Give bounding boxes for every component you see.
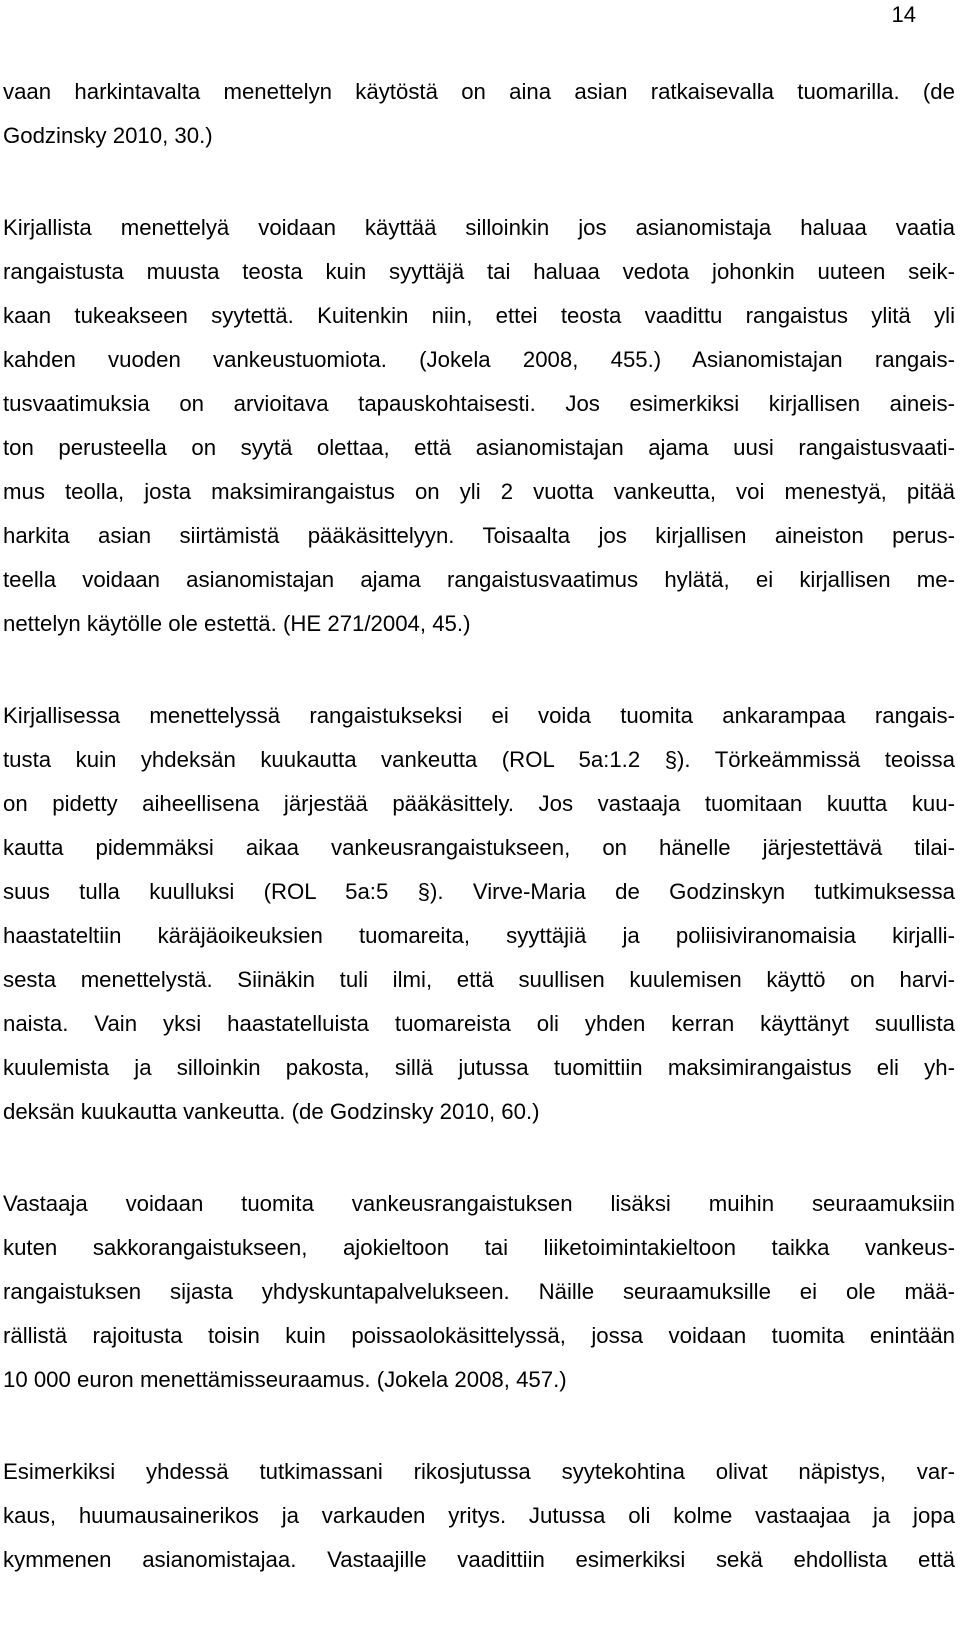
text-line: Kirjallista menettelyä voidaan käyttää silloinkin jos asianomistaja haluaa vaatia bbox=[3, 215, 955, 240]
text-line: rällistä rajoitusta toisin kuin poissaolokäsittelyssä, jossa voidaan tuomita enintään bbox=[3, 1323, 955, 1348]
text-line: teella voidaan asianomistajan ajama rangaistusvaatimus hylätä, ei kirjallisen me- bbox=[3, 567, 955, 592]
text-line: kaus, huumausainerikos ja varkauden yritys. Jutussa oli kolme vastaajaa ja jopa bbox=[3, 1503, 955, 1528]
text-line: Godzinsky 2010, 30.) bbox=[3, 123, 213, 148]
text-line: Kirjallisessa menettelyssä rangaistukseksi ei voida tuomita ankarampaa rangais- bbox=[3, 703, 955, 728]
paragraph-1 bbox=[3, 70, 955, 158]
paragraph-4 bbox=[3, 1182, 955, 1402]
page-number: 14 bbox=[891, 2, 916, 27]
paragraph-gap bbox=[3, 1402, 955, 1450]
text-line: vaan harkintavalta menettelyn käytöstä on aina asian ratkaisevalla tuomarilla. (de bbox=[3, 79, 955, 104]
text-line: Esimerkiksi yhdessä tutkimassani rikosjutussa syytekohtina olivat näpistys, var- bbox=[3, 1459, 955, 1484]
text-line: ton perusteella on syytä olettaa, että asianomistajan ajama uusi rangaistusvaati- bbox=[3, 435, 955, 460]
paragraph-gap bbox=[3, 1134, 955, 1182]
text-line: 10 000 euron menettämisseuraamus. (Jokela 2008, 457.) bbox=[3, 1367, 567, 1392]
text-line: nettelyn käytölle ole estettä. (HE 271/2004, 45.) bbox=[3, 611, 471, 636]
text-line: haastateltiin käräjäoikeuksien tuomareita, syyttäjiä ja poliisiviranomaisia kirjalli- bbox=[3, 923, 955, 948]
text-body bbox=[3, 70, 955, 1582]
paragraph-2 bbox=[3, 206, 955, 646]
text-line: deksän kuukautta vankeutta. (de Godzinsky 2010, 60.) bbox=[3, 1099, 540, 1124]
text-line: rangaistusta muusta teosta kuin syyttäjä tai haluaa vedota johonkin uuteen seik- bbox=[3, 259, 955, 284]
paragraph-gap bbox=[3, 158, 955, 206]
text-line: kautta pidemmäksi aikaa vankeusrangaistukseen, on hänelle järjestettävä tilai- bbox=[3, 835, 955, 860]
text-line: suus tulla kuulluksi (ROL 5a:5 §). Virve-Maria de Godzinskyn tutkimuksessa bbox=[3, 879, 955, 904]
text-line: on pidetty aiheellisena järjestää pääkäsittely. Jos vastaaja tuomitaan kuutta kuu- bbox=[3, 791, 955, 816]
text-line: harkita asian siirtämistä pääkäsittelyyn. Toisaalta jos kirjallisen aineiston perus- bbox=[3, 523, 955, 548]
text-line: sesta menettelystä. Siinäkin tuli ilmi, että suullisen kuulemisen käyttö on harvi- bbox=[3, 967, 955, 992]
text-line: kaan tukeakseen syytettä. Kuitenkin niin, ettei teosta vaadittu rangaistus ylitä yli bbox=[3, 303, 955, 328]
text-line: Vastaaja voidaan tuomita vankeusrangaistuksen lisäksi muihin seuraamuksiin bbox=[3, 1191, 955, 1216]
text-line: tusta kuin yhdeksän kuukautta vankeutta (ROL 5a:1.2 §). Törkeämmissä teoissa bbox=[3, 747, 955, 772]
text-line: mus teolla, josta maksimirangaistus on yli 2 vuotta vankeutta, voi menestyä, pitää bbox=[3, 479, 955, 504]
paragraph-gap bbox=[3, 646, 955, 694]
paragraph-3 bbox=[3, 694, 955, 1134]
text-line: kahden vuoden vankeustuomiota. (Jokela 2008, 455.) Asianomistajan rangais- bbox=[3, 347, 955, 372]
text-line: kymmenen asianomistajaa. Vastaajille vaadittiin esimerkiksi sekä ehdollista että bbox=[3, 1547, 955, 1572]
text-line: tusvaatimuksia on arvioitava tapauskohtaisesti. Jos esimerkiksi kirjallisen aineis- bbox=[3, 391, 955, 416]
text-line: naista. Vain yksi haastatelluista tuomareista oli yhden kerran käyttänyt suullista bbox=[3, 1011, 955, 1036]
text-line: kuulemista ja silloinkin pakosta, sillä jutussa tuomittiin maksimirangaistus eli yh- bbox=[3, 1055, 955, 1080]
paragraph-5 bbox=[3, 1450, 955, 1582]
text-line: kuten sakkorangaistukseen, ajokieltoon tai liiketoimintakieltoon taikka vankeus- bbox=[3, 1235, 955, 1260]
text-line: rangaistuksen sijasta yhdyskuntapalvelukseen. Näille seuraamuksille ei ole mää- bbox=[3, 1279, 955, 1304]
